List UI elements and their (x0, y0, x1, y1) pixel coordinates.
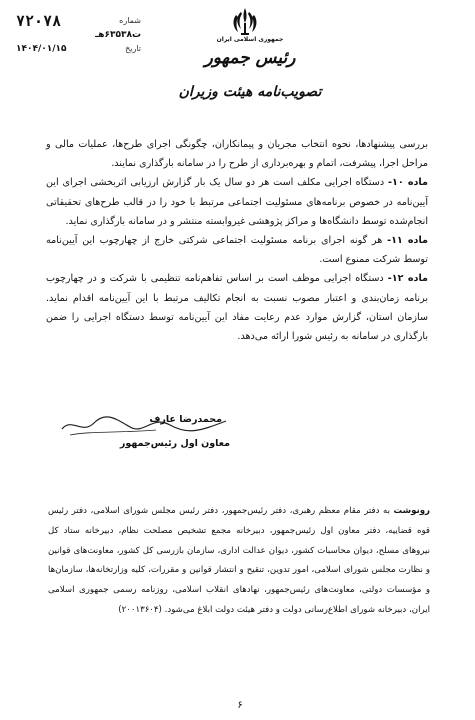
code-row (16, 28, 141, 42)
number-row (16, 14, 141, 28)
article-10-title: ماده ۱۰- (387, 177, 428, 189)
signatory-title: معاون اول رئیس‌جمهور (119, 438, 230, 449)
reference-number: (۲۰۰۱۳۶۰۴) (118, 604, 162, 615)
republic-caption: جمهوری اسلامی ایران (216, 36, 284, 43)
letter-code: ت۶۳۵۳۸هـ (95, 30, 141, 40)
copies-text: به دفتر مقام معظم رهبری، دفتر رئیس‌جمهور، دفتر رئیس مجلس شورای اسلامی، دفتر رئیس قوه قضاییه، دفتر معاون اول رئیس‌جمهور، دبیرخانه مجمع تشخیص مصلحت نظام، دبیرخانه ستاد کل نیروهای مسلح، دیوان محاسبات کشور، دیوان عدالت اداری، سازمان بازرسی کل کشور، معاونت‌های قوانین و نظارت مجلس شورای اسلامی، امور تدوین، تنقیح و انتشار قوانین و مقررات، کلیه وزارتخانه‌ها، سازمان‌ها و مؤسسات دولتی، معاونت‌های رئیس‌جمهور، نهادهای انقلاب اسلامی، روزنامه رسمی جمهوری اسلامی ایران، دبیرخانه شورای اطلاع‌رسانی دولت و دفتر هیئت دولت ابلاغ می‌شود. (48, 506, 430, 615)
article-11-text: هر گونه اجرای برنامه مسئولیت اجتماعی شرکتی خارج از چهارچوب این آیین‌نامه توسط شرکت ممنوع است. (46, 235, 428, 266)
article-12 (46, 269, 428, 346)
article-10-text: دستگاه اجرایی مکلف است هر دو سال یک بار گزارش ارزیابی اثربخشی اجرای این آیین‌نامه در خصوص برنامه‌های مسئولیت اجتماعی مرتبط با خود را در قالب طرح‌های تحقیقاتی انجام‌شده توسط دانشگاه‌ها و مراکز پژوهشی غیروابسته منتشر و در سامانه بارگذاری نماید. (46, 177, 428, 227)
article-12-text: دستگاه اجرایی موظف است بر اساس تفاهم‌نامه تنظیمی با شرکت و در چهارچوب برنامه زمان‌بندی و اعتبار مصوب نسبت به انجام تکالیف مرتبط با این آیین‌نامه اقدام نماید. سازمان استان، گزارش موارد عدم رعایت مفاد این آیین‌نامه توسط دستگاه اجرایی را ضمن بارگذاری در سامانه به رئیس شورا ارائه می‌دهد. (46, 273, 428, 343)
number-label: شماره (119, 16, 141, 25)
iran-emblem-icon (232, 6, 258, 36)
intro-paragraph: بررسی پیشنهادها، نحوه انتخاب مجریان و پیمانکاران، چگونگی اجرای طرح‌ها، عملیات مالی و مراحل اجرا، پیشرفت، اتمام و بهره‌برداری از طرح را در سامانه بارگذاری نمایند. (46, 139, 428, 170)
article-11 (46, 231, 428, 269)
president-heading: رئیس جمهور (204, 48, 296, 68)
article-10 (46, 173, 428, 231)
decree-body (46, 135, 428, 346)
signatory-name: محمدرضا عارف (149, 414, 222, 425)
article-12-title: ماده ۱۲- (387, 273, 428, 285)
copies-block (48, 502, 430, 621)
document-subtitle: تصویب‌نامه هیئت وزیران (178, 84, 322, 100)
date-label: تاریخ (125, 44, 141, 53)
document-meta (16, 14, 141, 56)
letter-date: ۱۴۰۴/۰۱/۱۵ (16, 44, 67, 54)
page-number: ۶ (237, 700, 243, 711)
letter-number: ۷۲۰۷۸ (16, 12, 62, 30)
copies-label: رونوشت (393, 506, 430, 516)
article-11-title: ماده ۱۱- (387, 235, 428, 247)
date-row (16, 42, 141, 56)
